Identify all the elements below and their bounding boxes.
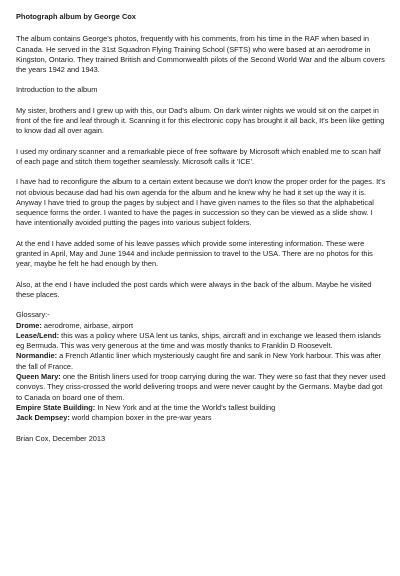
document-title: Photograph album by George Cox: [16, 12, 136, 21]
glossary-list: [16, 321, 388, 424]
body-paragraph-4: At the end I have added some of his leave passes which provide some interesting information. These were granted in April, May and June 1944 and include permission to travel to the USA. There are no photos for this year, maybe he felt he had enough by then.: [16, 238, 373, 269]
glossary-term: Normandie:: [16, 351, 58, 361]
body-paragraph-3: I have had to reconfigure the album to a certain extent because we don't know the proper order for the pages. It's not obvious because dad had his own agenda for the album and he knew why he had it set up the way it is. Anyway I have tried to group the pages by subject and I have given names to the files so that the alphabetical sequence forms the order. I wanted to have the pages in succession so they can be viewed as a slide show. I have intentionally avoided putting the pages into various subject folders.: [16, 177, 386, 228]
glossary-term: Lease/Lend:: [16, 330, 60, 340]
body-paragraph-1: My sister, brothers and I grew up with this, our Dad's album. On dark winter nights we would sit on the carpet in front of the fire and leaf through it. Scanning it for this electronic copy has brought it all back, It's been like getting to know dad all over again.: [16, 105, 385, 136]
glossary-definition: aerodrome, airbase, airport: [41, 320, 134, 330]
glossary-definition: one the British liners used for troop carrying during the war. They were so fast that they never used convoys. They criss-crossed the world delivering troops and were never caught by the Germans. Maybe dad got to Canada on board one of them.: [16, 372, 386, 402]
section-heading: Introduction to the album: [16, 85, 98, 95]
signature: Brian Cox, December 2013: [16, 433, 106, 443]
glossary-term: Drome:: [16, 320, 42, 330]
glossary-entry-queen-mary: [16, 372, 388, 403]
intro-paragraph: The album contains George's photos, frequently with his comments, from his time in the RAF when based in Canada. He served in the 31st Squadron Flying Training School (SFTS) who were based at an aerodrome in Kingston, Ontario. They trained British and Commonwealth pilots of the Second World War and the album covers the years 1942 and 1943.: [16, 34, 385, 75]
glossary-entry-normandie: [16, 351, 388, 372]
glossary-definition: this was a policy where USA lent us tanks, ships, aircraft and in exchange we leased them islands eg Bermuda. This was very generous at the time and was mostly thanks to Franklin D Roosevelt.: [16, 330, 381, 351]
body-paragraph-5: Also, at the end I have included the post cards which were always in the back of the album. Maybe he visited these places.: [16, 279, 372, 299]
body-paragraph-2: I used my ordinary scanner and a remarkable piece of free software by Microsoft which enabled me to scan half of each page and stitch them together seamlessly. Microsoft calls it 'ICE'.: [16, 146, 381, 166]
glossary-entry-drome: [16, 321, 388, 331]
glossary-term: Queen Mary:: [16, 372, 61, 382]
glossary-term: Empire State Building:: [16, 402, 96, 412]
glossary-definition: world champion boxer in the pre-war years: [69, 413, 212, 423]
glossary-heading: Glossary:-: [16, 310, 50, 320]
glossary-term: Jack Dempsey:: [16, 413, 70, 423]
glossary-definition: a French Atlantic liner which mysteriously caught fire and sank in New York harbour. This was after the fall of France.: [16, 351, 382, 371]
glossary-entry-empire-state-building: [16, 403, 388, 413]
glossary-definition: In New York and at the time the World's tallest building: [95, 402, 276, 412]
glossary-entry-lease-lend: [16, 331, 388, 352]
glossary-entry-jack-dempsey: [16, 413, 388, 423]
